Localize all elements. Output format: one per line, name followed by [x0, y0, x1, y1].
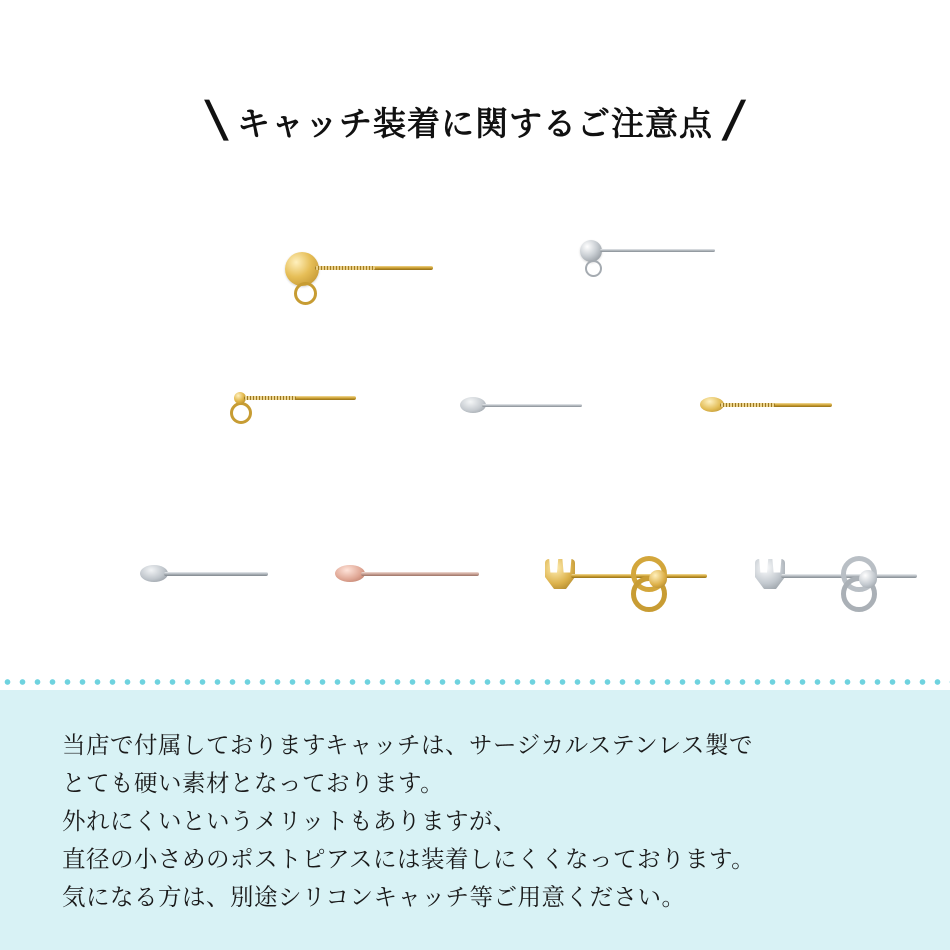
product-photo [0, 175, 950, 675]
butterfly-catch [631, 556, 677, 602]
part-flat-post-silver-plate-2 [140, 565, 270, 591]
page-title-text: キャッチ装着に関するご注意点 [237, 104, 713, 143]
post-shaft [600, 249, 715, 252]
post-shaft [361, 572, 479, 576]
page-title [0, 90, 950, 152]
note-line-3: 外れにくいというメリットもありますが、 [62, 807, 518, 836]
part-prong-post-catch-silver [755, 553, 920, 608]
note-line-4: 直径の小さめのポストピアスには装着しにくくなっております。 [62, 845, 756, 874]
butterfly-catch [841, 556, 887, 602]
jump-ring [585, 260, 602, 277]
dotted-divider [0, 678, 950, 686]
part-prong-post-catch-gold [545, 553, 710, 608]
note-line-2: とても硬い素材となっております。 [62, 769, 445, 798]
title-slash-right-icon: / [717, 90, 750, 152]
ball-head [285, 252, 319, 286]
post-shaft [482, 404, 582, 407]
note-line-1: 当店で付属しておりますキャッチは、サージカルステンレス製で [62, 731, 753, 759]
part-flat-post-silver-plate [460, 397, 585, 423]
post-shaft-threads [315, 266, 375, 270]
note-line-5: 気になる方は、別途シリコンキャッチ等ご用意ください。 [62, 883, 686, 912]
post-shaft-threads [244, 396, 296, 400]
part-ball-post-silver [580, 240, 720, 290]
post-shaft [164, 572, 268, 576]
part-flat-post-gold-small [230, 390, 360, 430]
title-slash-left-icon: \ [200, 90, 233, 152]
ball-head [580, 240, 602, 262]
part-flat-post-pinkgold-plate [335, 565, 480, 591]
jump-ring [230, 402, 252, 424]
part-flat-post-gold-plate [700, 397, 835, 423]
part-ball-post-gold [285, 250, 435, 310]
jump-ring [294, 282, 317, 305]
note-panel [0, 690, 950, 950]
post-shaft-threads [720, 403, 775, 407]
